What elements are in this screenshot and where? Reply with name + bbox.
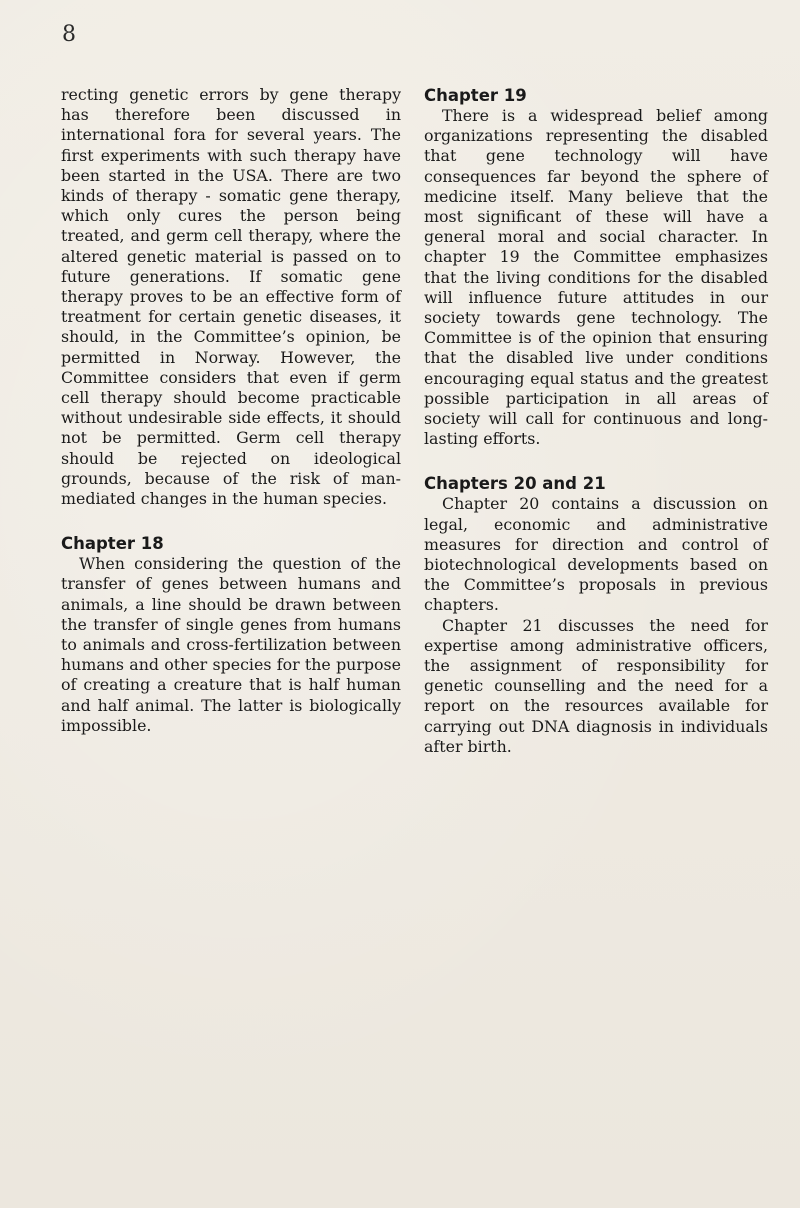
chapters-20-21-heading: Chapters 20 and 21 xyxy=(424,474,606,494)
chapter-20-paragraph: Chapter 20 contains a discussion on legal, economic and administrative measures for direction and control of biotechnological developments based on the Committee’s proposals in previous chapters. xyxy=(424,494,768,615)
chapter-19-paragraph: There is a widespread belief among organizations representing the disabled that gene technology will have consequences far beyond the sphere of medicine itself. Many believe that the most significant of these will have a general moral and social character. In chapter 19 the Committee emphasizes that the living conditions for the disabled will influence future attitudes in our society towards gene technology. The Committee is of the opinion that ensuring that the disabled live under conditions encouraging equal status and the greatest possible participation in all areas of society will call for continuous and long-lasting efforts. xyxy=(424,106,768,449)
chapter-21-paragraph: Chapter 21 discusses the need for expertise among administrative officers, the assignment of responsibility for genetic counselling and the need for a report on the resources available for carrying out DNA diagnosis in individuals after birth. xyxy=(424,615,768,756)
right-column xyxy=(424,85,768,757)
chapter-19-heading: Chapter 19 xyxy=(424,86,527,105)
chapter-18-paragraph: When considering the question of the transfer of genes between humans and animals, a line should be drawn between the transfer of single genes from humans to animals and cross-fertilization between humans and other species for the purpose of creating a creature that is half human and half animal. The latter is biologically impossible. xyxy=(61,554,401,735)
section-gap xyxy=(424,449,768,473)
left-column xyxy=(61,85,401,736)
section-gap xyxy=(61,509,401,533)
chapter-18-heading: Chapter 18 xyxy=(61,534,164,554)
continuation-paragraph: recting genetic errors by gene therapy has therefore been discussed in international fora for several years. The first experiments with such therapy have been started in the USA. There are two kinds of therapy - somatic gene therapy, which only cures the person being treated, and germ cell therapy, where the altered genetic material is passed on to future generations. If somatic gene therapy proves to be an effective form of treatment for certain genetic diseases, it should, in the Committee’s opinion, be permitted in Norway. However, the Committee considers that even if germ cell therapy should become practicable without undesirable side effects, it should not be permitted. Germ cell therapy should be rejected on ideological grounds, because of the risk of man-mediated changes in the human species. xyxy=(61,85,401,509)
page-number: 8 xyxy=(62,22,76,47)
